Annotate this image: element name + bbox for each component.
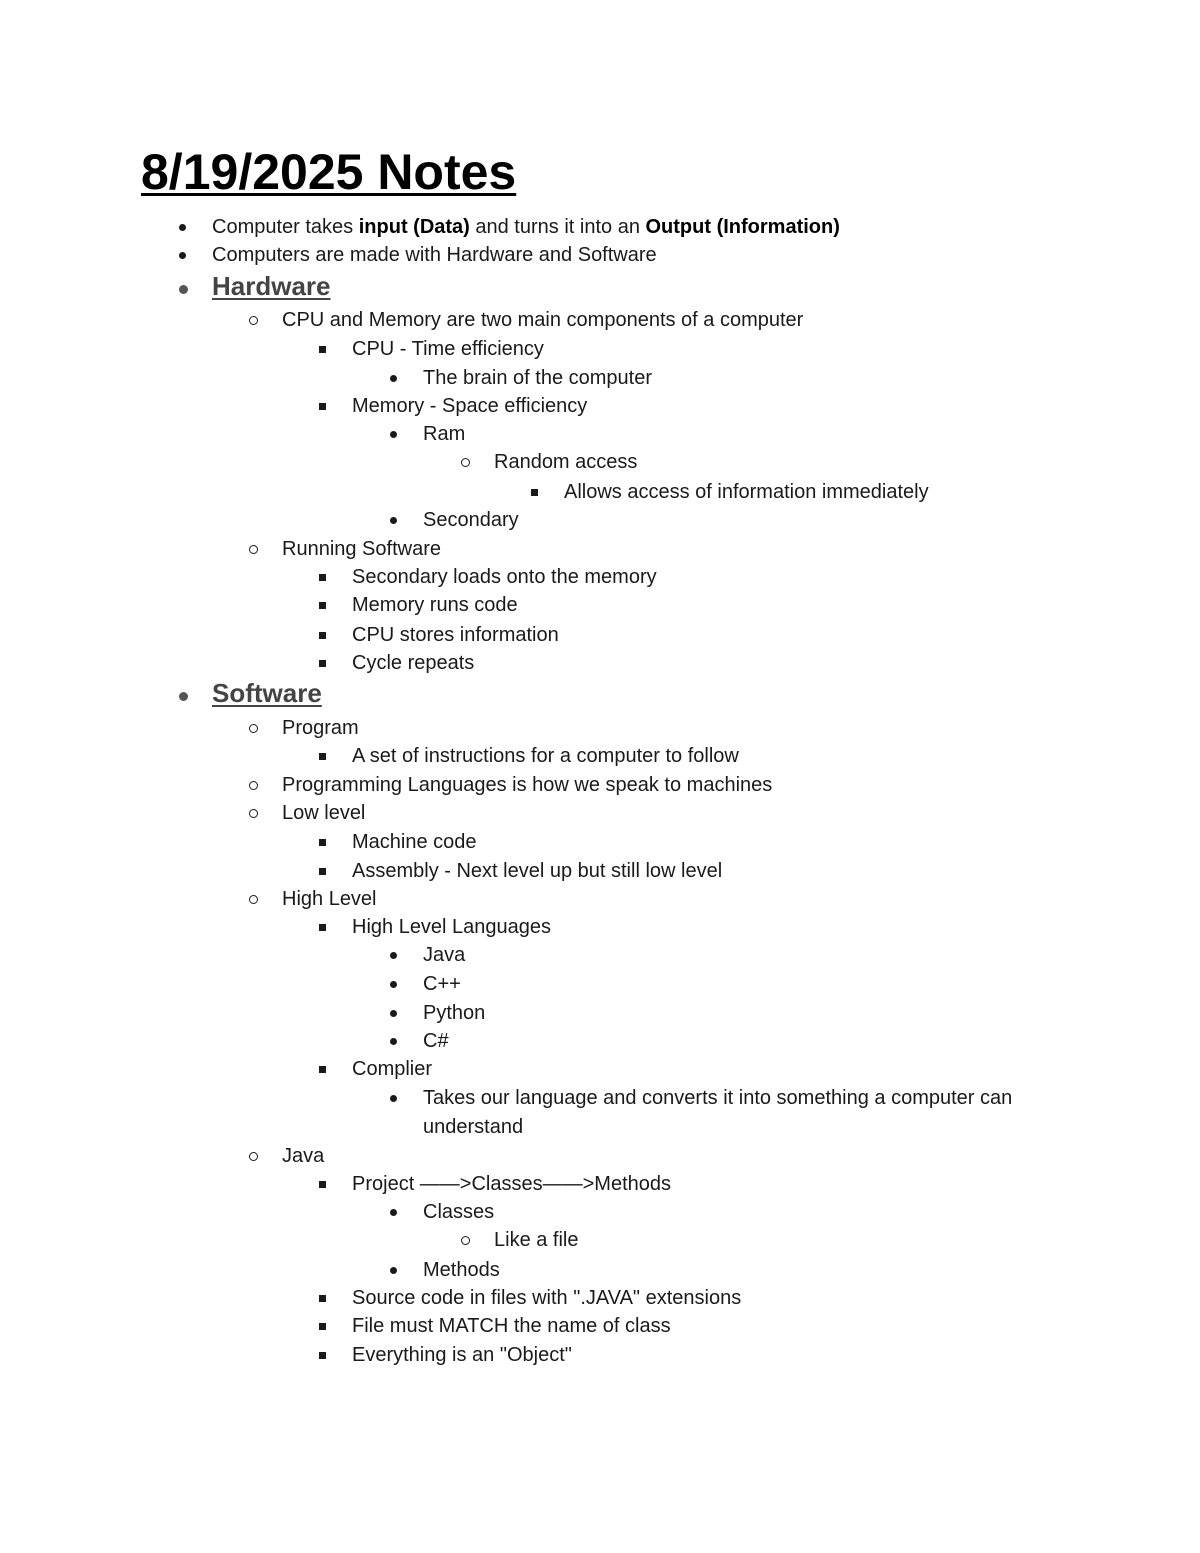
square-bullet-icon [319, 346, 326, 353]
disc-bullet-icon [390, 1095, 397, 1102]
section-heading-hardware [212, 272, 331, 303]
disc-bullet-icon [179, 285, 188, 294]
square-bullet-icon [319, 1352, 326, 1359]
list-item [352, 649, 474, 677]
circle-bullet-icon [249, 781, 258, 790]
list-item-text [212, 213, 840, 241]
list-item-text: Low level [282, 802, 366, 824]
list-item-text: High Level Languages [352, 916, 552, 938]
list-item-text: CPU and Memory are two main components of a computer [282, 309, 804, 331]
list-item [423, 506, 519, 534]
list-item [423, 1084, 1012, 1112]
list-item [423, 364, 652, 392]
list-item-text: High Level [282, 888, 377, 910]
circle-bullet-icon [249, 545, 258, 554]
section-heading-software [212, 679, 322, 710]
bold-text: input (Data) [358, 216, 470, 238]
list-item [352, 1284, 741, 1312]
square-bullet-icon [319, 924, 326, 931]
circle-bullet-icon [461, 458, 470, 467]
square-bullet-icon [319, 1181, 326, 1188]
list-item-text: understand [423, 1116, 524, 1138]
list-item [423, 420, 465, 448]
circle-bullet-icon [461, 1236, 470, 1245]
list-item [282, 771, 772, 799]
heading-text: Hardware [212, 271, 331, 301]
list-item-text: Program [282, 717, 359, 739]
square-bullet-icon [319, 839, 326, 846]
list-item-text: Programming Languages is how we speak to machines [282, 774, 773, 796]
list-item-text: Complier [352, 1058, 433, 1080]
list-item-text: Classes [423, 1201, 495, 1223]
circle-bullet-icon [249, 316, 258, 325]
list-item [352, 857, 722, 885]
list-item [423, 1198, 494, 1226]
list-item [282, 535, 441, 563]
disc-bullet-icon [179, 224, 186, 231]
disc-bullet-icon [390, 517, 397, 524]
list-item-text: Memory - Space efficiency [352, 395, 588, 417]
list-item-text: Methods [423, 1259, 500, 1281]
list-item-text: Secondary loads onto the memory [352, 566, 657, 588]
list-item [352, 335, 544, 363]
list-item-text: Project ——>Classes——>Methods [352, 1173, 672, 1195]
list-item-text: Computers are made with Hardware and Software [212, 244, 657, 266]
list-item-text: CPU stores information [352, 624, 559, 646]
list-item [282, 799, 365, 827]
disc-bullet-icon [390, 1038, 397, 1045]
list-item-continuation [423, 1113, 523, 1141]
list-item [352, 621, 559, 649]
list-item [352, 591, 518, 619]
list-item [423, 1027, 449, 1055]
disc-bullet-icon [390, 431, 397, 438]
list-item [352, 828, 477, 856]
square-bullet-icon [319, 1066, 326, 1073]
circle-bullet-icon [249, 895, 258, 904]
list-item-text: Cycle repeats [352, 652, 475, 674]
text-segment: and turns it into an [469, 216, 646, 238]
list-item-text: C++ [423, 973, 461, 995]
list-item-text: Python [423, 1002, 486, 1024]
square-bullet-icon [319, 403, 326, 410]
list-item [352, 1170, 671, 1198]
list-item-text: Ram [423, 423, 466, 445]
disc-bullet-icon [179, 692, 188, 701]
list-item [282, 714, 359, 742]
list-item [282, 1142, 324, 1170]
square-bullet-icon [319, 660, 326, 667]
list-item [423, 970, 461, 998]
list-item [352, 1312, 671, 1340]
list-item-text: Java [423, 944, 466, 966]
disc-bullet-icon [390, 981, 397, 988]
list-item [423, 999, 485, 1027]
disc-bullet-icon [390, 1209, 397, 1216]
list-item [352, 392, 587, 420]
list-item-text: Everything is an "Object" [352, 1344, 572, 1366]
page-title: 8/19/2025 Notes [141, 144, 517, 200]
square-bullet-icon [319, 1323, 326, 1330]
square-bullet-icon [319, 632, 326, 639]
list-item [494, 448, 637, 476]
list-item-text: Random access [494, 451, 638, 473]
list-item [352, 1341, 572, 1369]
list-item [212, 213, 840, 241]
list-item-text: Secondary [423, 509, 519, 531]
list-item [282, 885, 377, 913]
list-item-text: Like a file [494, 1229, 579, 1251]
list-item [564, 478, 929, 506]
list-item [352, 742, 739, 770]
disc-bullet-icon [390, 1267, 397, 1274]
list-item-text: File must MATCH the name of class [352, 1315, 671, 1337]
circle-bullet-icon [249, 809, 258, 818]
disc-bullet-icon [179, 252, 186, 259]
list-item [282, 306, 803, 334]
list-item [423, 941, 465, 969]
list-item-text: Running Software [282, 538, 441, 560]
bold-text: Output (Information) [645, 216, 840, 238]
list-item [423, 1256, 500, 1284]
circle-bullet-icon [249, 724, 258, 733]
list-item-text: CPU - Time efficiency [352, 338, 544, 360]
list-item-text: Memory runs code [352, 594, 518, 616]
list-item-text: Java [282, 1145, 325, 1167]
square-bullet-icon [531, 489, 538, 496]
list-item-text: Machine code [352, 831, 477, 853]
list-item [494, 1226, 579, 1254]
list-item-text: C# [423, 1030, 449, 1052]
list-item-text: Allows access of information immediately [564, 481, 929, 503]
list-item [352, 563, 657, 591]
list-item-text: Assembly - Next level up but still low level [352, 860, 723, 882]
list-item [352, 913, 551, 941]
list-item-text: Takes our language and converts it into something a computer can [423, 1087, 1013, 1109]
disc-bullet-icon [390, 1010, 397, 1017]
heading-text: Software [212, 678, 322, 708]
list-item [352, 1055, 432, 1083]
list-item-text: A set of instructions for a computer to follow [352, 745, 739, 767]
text-segment: Computer takes [212, 216, 359, 238]
list-item-text: Source code in files with ".JAVA" extensions [352, 1287, 742, 1309]
square-bullet-icon [319, 602, 326, 609]
square-bullet-icon [319, 574, 326, 581]
square-bullet-icon [319, 753, 326, 760]
list-item-text: The brain of the computer [423, 367, 653, 389]
circle-bullet-icon [249, 1152, 258, 1161]
list-item [212, 241, 657, 269]
disc-bullet-icon [390, 375, 397, 382]
disc-bullet-icon [390, 952, 397, 959]
square-bullet-icon [319, 1295, 326, 1302]
square-bullet-icon [319, 868, 326, 875]
